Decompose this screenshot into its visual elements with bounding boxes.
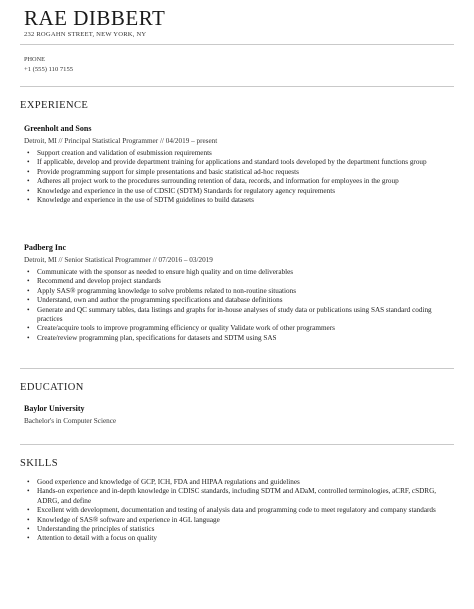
list-item: • Generate and QC summary tables, data listings and graphs for in-house analyses of study data or publications using SAS standard coding practices [26,306,456,325]
list-item: • Knowledge of SAS® software and experience in 4GL language [26,516,456,525]
degree: Bachelor's in Computer Science [24,417,117,425]
list-item: • If applicable, develop and provide department training for applications and standard tools developed by the department functions group [26,158,456,167]
header-divider [20,44,454,45]
list-item: • Create/review programming plan, specifications for datasets and SDTM using SAS [26,334,456,343]
education-divider [20,444,454,445]
list-item: • Apply SAS® programming knowledge to solve problems related to non-routine situations [26,287,456,296]
list-item: • Understand, own and author the programming specifications and database definitions [26,296,456,305]
list-item: • Communicate with the sponsor as needed to ensure high quality and on time deliverables [26,268,456,277]
experience-heading: EXPERIENCE [20,100,89,111]
phone-number: +1 (555) 110 7155 [24,66,74,73]
job-company: Greenholt and Sons [24,124,92,133]
list-item: • Recommend and develop project standards [26,277,456,286]
list-item: • Understanding the principles of statistics [26,525,456,534]
experience-divider [20,368,454,369]
job-meta: Detroit, MI // Senior Statistical Programmer // 07/2016 – 03/2019 [24,256,213,264]
list-item: • Excellent with development, documentation and testing of analysis data and programming code to meet regulatory and company standards [26,506,456,515]
job-meta: Detroit, MI // Principal Statistical Programmer // 04/2019 – present [24,137,218,145]
job-bullets [26,149,456,205]
list-item: • Create/acquire tools to improve programming efficiency or quality Validate work of other programmers [26,324,456,333]
list-item: • Adheres all project work to the procedures surrounding retention of data, records, and information for employees in the group [26,177,456,186]
list-item: • Attention to detail with a focus on quality [26,534,456,543]
list-item: • Hands-on experience and in-depth knowledge in CDISC standards, including SDTM and ADaM, controlled terminologies, aCRF, cSDRG, ADRG, and define [26,487,456,506]
list-item: • Good experience and knowledge of GCP, ICH, FDA and HIPAA regulations and guidelines [26,478,456,487]
skills-bullets [26,478,456,544]
list-item: • Support creation and validation of esubmission requirements [26,149,456,158]
school-name: Baylor University [24,404,85,413]
phone-label: PHONE [24,56,45,63]
address: 232 ROGAHN STREET, NEW YORK, NY [24,31,147,38]
candidate-name: RAE DIBBERT [24,6,166,30]
skills-heading: SKILLS [20,458,58,469]
job-company: Padberg Inc [24,243,66,252]
job-bullets [26,268,456,343]
education-heading: EDUCATION [20,382,84,393]
contact-divider [20,86,454,87]
list-item: • Knowledge and experience in the use of CDSIC (SDTM) Standards for regulatory agency requirements [26,187,456,196]
list-item: • Knowledge and experience in the use of SDTM guidelines to build datasets [26,196,456,205]
list-item: • Provide programming support for simple presentations and basic statistical ad-hoc requests [26,168,456,177]
